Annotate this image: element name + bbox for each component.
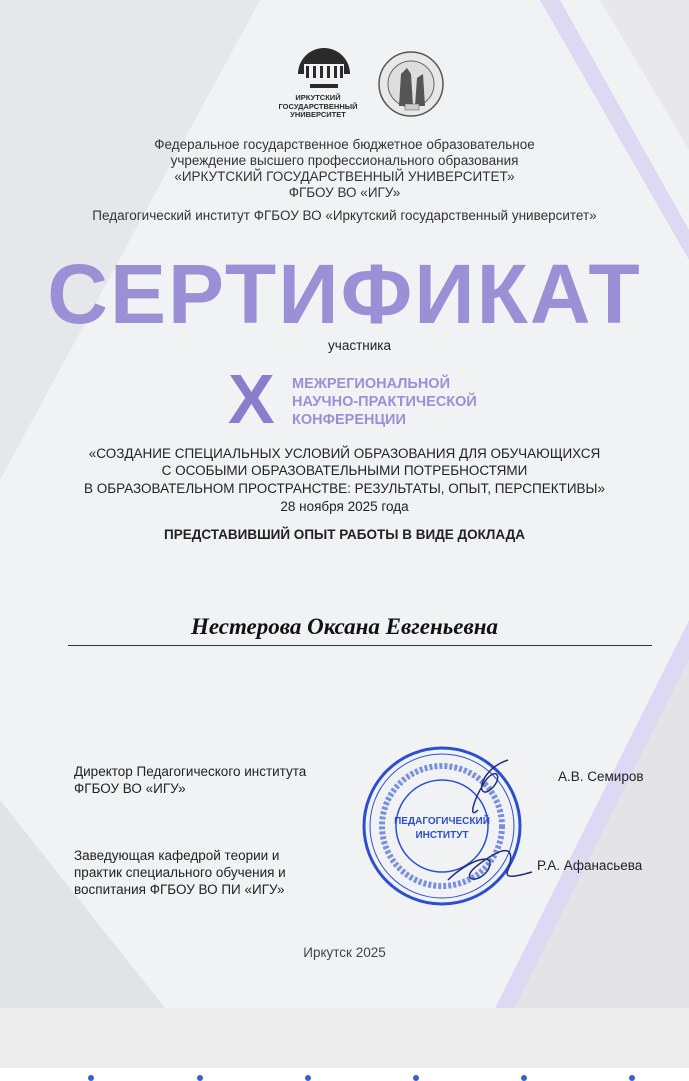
signatory-position	[74, 847, 286, 898]
participation-role: ПРЕДСТАВИВШИЙ ОПЫТ РАБОТЫ В ВИДЕ ДОКЛАДА	[164, 527, 525, 542]
decorative-dot	[521, 1075, 527, 1081]
pedagogical-institute-seal	[377, 50, 445, 118]
official-stamp	[358, 740, 534, 912]
signatory-name: А.В. Семиров	[558, 769, 644, 784]
conference-number: X	[228, 360, 275, 438]
recipient-name: Нестерова Оксана Евгеньевна	[190, 614, 499, 639]
decorative-dot	[197, 1075, 203, 1081]
header-line: «ИРКУТСКИЙ ГОСУДАРСТВЕННЫЙ УНИВЕРСИТЕТ»	[174, 169, 515, 184]
conference-title-line: НАУЧНО-ПРАКТИЧЕСКОЙ	[292, 394, 477, 410]
institute-name: Педагогический институт ФГБОУ ВО «Иркутский государственный университет»	[92, 208, 597, 223]
theme-line: «СОЗДАНИЕ СПЕЦИАЛЬНЫХ УСЛОВИЙ ОБРАЗОВАНИЯ ДЛЯ ОБУЧАЮЩИХСЯ	[88, 446, 601, 461]
decorative-dot	[629, 1075, 635, 1081]
signatory-name: Р.А. Афанасьева	[537, 858, 643, 873]
conference-title-line: МЕЖРЕГИОНАЛЬНОЙ	[292, 376, 451, 392]
theme-line: С ОСОБЫМИ ОБРАЗОВАТЕЛЬНЫМИ ПОТРЕБНОСТЯМИ	[161, 463, 528, 478]
theme-line: В ОБРАЗОВАТЕЛЬНОМ ПРОСТРАНСТВЕ: РЕЗУЛЬТАТЫ, ОПЫТ, ПЕРСПЕКТИВЫ»	[83, 481, 606, 496]
header-line: Федеральное государственное бюджетное образовательное	[154, 137, 535, 152]
igu-building-logo	[294, 46, 354, 90]
stamp-text: ИНСТИТУТ	[415, 830, 469, 841]
name-underline	[68, 645, 652, 646]
igu-logo-text: ИРКУТСКИЙ ГОСУДАРСТВЕННЫЙ УНИВЕРСИТЕТ	[278, 93, 358, 119]
conference-date: 28 ноября 2025 года	[280, 499, 409, 514]
footer-place-year: Иркутск 2025	[303, 945, 386, 960]
position-line: ФГБОУ ВО «ИГУ»	[74, 781, 186, 796]
header-line: учреждение высшего профессионального образования	[170, 153, 519, 168]
page-gap	[0, 1008, 689, 1068]
certificate-title: СЕРТИФИКАТ	[47, 247, 642, 341]
stamp-text: ПЕДАГОГИЧЕСКИЙ	[394, 816, 490, 827]
conference-title	[292, 375, 477, 429]
decorative-dot	[413, 1075, 419, 1081]
position-line: Заведующая кафедрой теории и	[74, 848, 280, 863]
certificate-subtitle: участника	[328, 338, 391, 353]
position-line: Директор Педагогического института	[74, 764, 307, 779]
signature-afanasyeva	[448, 851, 532, 880]
conference-title-line: КОНФЕРЕНЦИИ	[292, 412, 406, 428]
signatory-position	[74, 763, 306, 797]
position-line: воспитания ФГБОУ ВО ПИ «ИГУ»	[74, 882, 285, 897]
position-line: практик специального обучения и	[74, 865, 286, 880]
header-line: ФГБОУ ВО «ИГУ»	[288, 185, 401, 200]
decorative-dot	[88, 1075, 94, 1081]
decorative-dot	[305, 1075, 311, 1081]
